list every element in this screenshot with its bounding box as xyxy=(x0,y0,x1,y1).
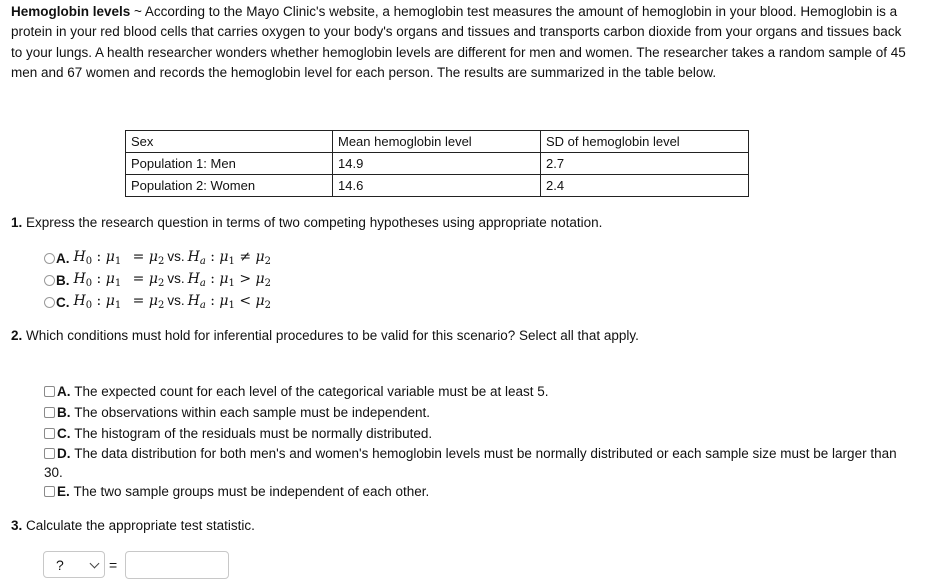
option-text: The expected count for each level of the categorical variable must be at least 5. xyxy=(74,383,549,399)
table-header-cell: Mean hemoglobin level xyxy=(333,131,541,153)
option-letter: A. xyxy=(57,383,71,399)
hypothesis-option-c[interactable] xyxy=(44,292,271,312)
option-text: The data distribution for both men's and women's hemoglobin levels must be normally distributed or each sample size must be larger than 30. xyxy=(44,446,897,480)
table-row xyxy=(126,153,749,175)
hypothesis-expression: $H_0$ : $\mu_1 = \mu_2$ vs. $H_a$ : $\mu_1 \ne \mu_2$ xyxy=(73,249,272,267)
option-letter: E. xyxy=(57,483,70,499)
condition-option-d[interactable] xyxy=(44,444,904,482)
equals-sign: = xyxy=(109,557,118,573)
table-cell: 2.4 xyxy=(541,175,749,197)
checkbox[interactable] xyxy=(44,448,55,459)
condition-option-c[interactable] xyxy=(44,423,432,443)
test-statistic-input[interactable] xyxy=(125,551,229,579)
operator: > xyxy=(239,271,252,287)
vs-label: vs. xyxy=(167,271,185,286)
question-number: 1. xyxy=(11,215,23,230)
option-text: The histogram of the residuals must be normally distributed. xyxy=(74,425,433,441)
condition-option-b[interactable] xyxy=(44,402,430,422)
hypothesis-expression: $H_0$ : $\mu_1 = \mu_2$ vs. $H_a$ : $\mu_1 > \mu_2$ xyxy=(73,271,272,289)
table-header-cell: Sex xyxy=(126,131,333,153)
checkbox[interactable] xyxy=(44,407,55,418)
hypothesis-expression: $H_0$ : $\mu_1 = \mu_2$ vs. $H_a$ : $\mu_1 < \mu_2$ xyxy=(73,293,272,311)
checkbox[interactable] xyxy=(44,386,55,397)
condition-option-e[interactable] xyxy=(44,481,429,501)
option-letter: C. xyxy=(57,425,71,441)
statistic-select[interactable] xyxy=(43,551,105,578)
table-cell: Population 2: Women xyxy=(126,175,333,197)
question-text: Which conditions must hold for inferential procedures to be valid for this scenario? Select all that apply. xyxy=(26,328,639,343)
intro-title: Hemoglobin levels xyxy=(11,4,131,19)
question-number: 2. xyxy=(11,328,23,343)
table-row xyxy=(126,175,749,197)
option-letter: A. xyxy=(56,250,70,266)
vs-label: vs. xyxy=(167,293,185,308)
question-number: 3. xyxy=(11,518,23,533)
table-cell: Population 1: Men xyxy=(126,153,333,175)
intro-paragraph xyxy=(11,2,911,83)
select-value: ? xyxy=(56,556,64,573)
intro-text: ~ According to the Mayo Clinic's website, a hemoglobin test measures the amount of hemoglobin in your blood. Hemoglobin is a protein in your red blood cells that carries oxygen to your body's organs and tissues and transports carbon dioxide from your organs and tissues back to your lungs. A health researcher wonders whether hemoglobin levels are different for men and women. The researcher takes a random sample of 45 men and 67 women and records the hemoglobin level for each person. The results are summarized in the table below. xyxy=(11,4,906,80)
table-header-row xyxy=(126,131,749,153)
option-letter: B. xyxy=(56,272,70,288)
question-2 xyxy=(11,328,639,343)
table-cell: 14.6 xyxy=(333,175,541,197)
radio-button[interactable] xyxy=(44,275,55,286)
chevron-down-icon xyxy=(90,558,100,568)
option-letter: B. xyxy=(57,404,71,420)
option-letter: C. xyxy=(56,294,70,310)
condition-option-a[interactable] xyxy=(44,381,549,401)
table-header-cell: SD of hemoglobin level xyxy=(541,131,749,153)
question-1 xyxy=(11,215,602,230)
hypothesis-option-b[interactable] xyxy=(44,270,271,290)
question-text: Express the research question in terms of two competing hypotheses using appropriate notation. xyxy=(26,215,603,230)
question-3 xyxy=(11,518,255,533)
question-text: Calculate the appropriate test statistic. xyxy=(26,518,255,533)
radio-button[interactable] xyxy=(44,297,55,308)
radio-button[interactable] xyxy=(44,253,55,264)
operator: < xyxy=(239,293,252,309)
table-cell: 2.7 xyxy=(541,153,749,175)
vs-label: vs. xyxy=(167,249,185,264)
checkbox[interactable] xyxy=(44,486,55,497)
option-letter: D. xyxy=(57,446,71,461)
option-text: The observations within each sample must be independent. xyxy=(74,404,430,420)
summary-table xyxy=(125,130,749,197)
checkbox[interactable] xyxy=(44,428,55,439)
table-cell: 14.9 xyxy=(333,153,541,175)
hypothesis-option-a[interactable] xyxy=(44,248,271,268)
option-text: The two sample groups must be independent of each other. xyxy=(73,483,430,499)
operator: ≠ xyxy=(239,249,252,265)
